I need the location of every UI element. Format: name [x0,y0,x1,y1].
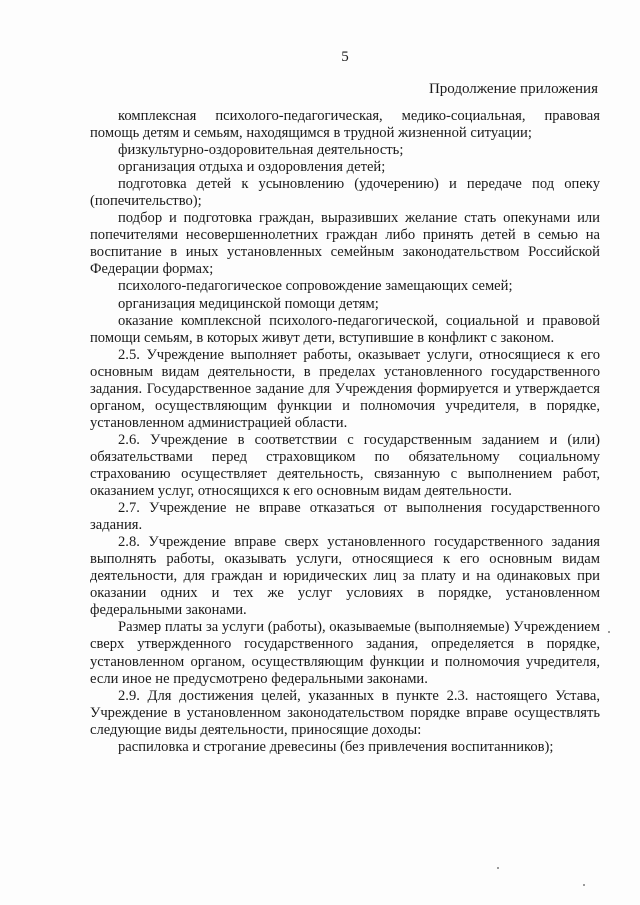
document-body [90,108,600,756]
paragraph-sawing: распиловка и строгание древесины (без привлечения воспитанников); [118,738,554,755]
paragraph-family-help: оказание комплексной психолого-педагогической, социальной и правовой помощи семьям, в которых живут дети, вступившие в конфликт с законом. [90,312,600,346]
paragraph-adoption-prep: подготовка детей к усыновлению (удочерению) и передаче под опеку (попечительство); [90,176,600,210]
appendix-continuation-header: Продолжение приложения [428,81,598,97]
page-number: 5 [341,49,349,65]
clause-2-5: 2.5. Учреждение выполняет работы, оказывает услуги, относящиеся к его основным видам деятельности, в пределах установленного государственного задания. Государственное задание для Учреждения формируется и утверждается органом, осуществляющим функции и полномочия учредителя, в порядке, установленном администрацией области. [90,346,600,431]
scan-speck [497,867,499,869]
scan-speck [583,884,585,886]
paragraph-foster-support: психолого-педагогическое сопровождение замещающих семей; [118,278,513,295]
paragraph-recreation: организация отдыха и оздоровления детей; [118,159,386,176]
paragraph-guardian-selection: подбор и подготовка граждан, выразивших желание стать опекунами или попечителями несовершеннолетних граждан либо принять детей в семью на воспитание в иных установленных семейным законодательством Российской Федерации формах; [90,210,600,278]
clause-2-6: 2.6. Учреждение в соответствии с государственным заданием и (или) обязательствами перед страховщиком по обязательному социальному страхованию осуществляет деятельность, связанную с выполнением работ, оказанием услуг, относящихся к его основным видам деятельности. [90,431,600,500]
clause-2-8: 2.8. Учреждение вправе сверх установленного государственного задания выполнять работы, оказывать услуги, относящиеся к его основным видам деятельности, для граждан и юридических лиц за плату и на одинаковых при оказании одних и тех же услуг условиях в порядке, установленном федеральными законами. [90,534,600,619]
clause-2-7: 2.7. Учреждение не вправе отказаться от выполнения государственного задания. [90,500,600,534]
paragraph-legal-help: комплексная психолого-педагогическая, медико-социальная, правовая помощь детям и семьям, находящимся в трудной жизненной ситуации; [90,108,600,142]
scan-speck [608,631,610,633]
paragraph-medical-help: организация медицинской помощи детям; [118,295,379,312]
paragraph-fee-size: Размер платы за услуги (работы), оказываемые (выполняемые) Учреждением сверх утвержденного государственного задания, определяется в порядке, установленном органом, осуществляющим функции и полномочия учредителя, если иное не предусмотрено федеральными законами. [90,619,600,687]
clause-2-9: 2.9. Для достижения целей, указанных в пункте 2.3. настоящего Устава, Учреждение в установленном законодательством порядке вправе осуществлять следующие виды деятельности, приносящие доходы: [90,687,600,738]
paragraph-sports-activity: физкультурно-оздоровительная деятельность; [118,142,404,159]
